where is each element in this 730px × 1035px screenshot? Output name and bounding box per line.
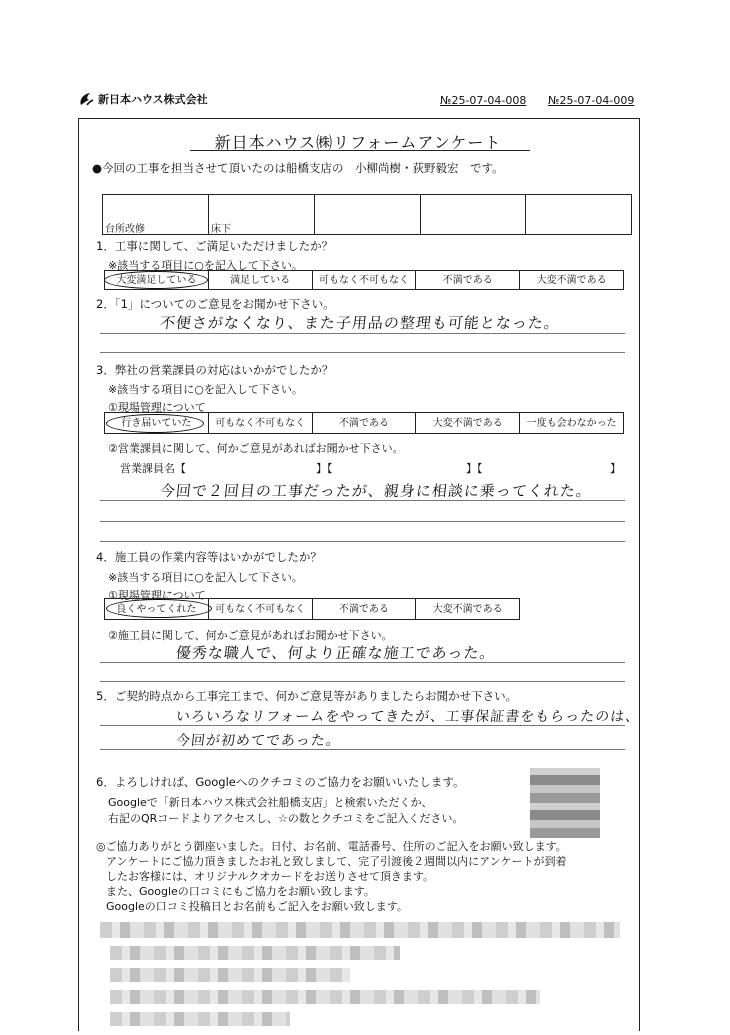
- q1-option[interactable]: 大変不満である: [520, 271, 624, 290]
- q4-option[interactable]: 可もなく不可もなく: [208, 599, 312, 620]
- work-type-grid: [102, 194, 632, 235]
- q4-sub1: ①現場管理について: [108, 589, 206, 602]
- staff-name-bracket: 】【: [466, 462, 483, 475]
- q3-option[interactable]: 大変不満である: [416, 413, 520, 434]
- q4-answer: 優秀な職人で、何より正確な施工であった。: [175, 644, 497, 662]
- survey-title: 新日本ハウス㈱リフォームアンケート: [214, 133, 502, 152]
- work-type-cell: 床下: [209, 195, 315, 235]
- company-name: 新日本ハウス株式会社: [98, 93, 208, 106]
- q4-sub2: ②施工員に関して、何かご意見があればお聞かせ下さい。: [108, 629, 393, 642]
- q6-line2: Googleで「新日本ハウス株式会社船橋支店」と検索いただくか、: [108, 796, 433, 809]
- q1-question: 1．工事に関して、ご満足いただけましたか？: [96, 239, 334, 253]
- redacted-customer-info: [100, 922, 620, 938]
- work-type-cell: [526, 195, 632, 235]
- q5-answer-line1: いろいろなリフォームをやってきたが、工事保証書をもらったのは、: [175, 709, 642, 725]
- q1-option[interactable]: 大変満足している: [105, 271, 209, 290]
- staff-name-bracket: 】: [610, 462, 621, 475]
- q4-selected-circle: [106, 599, 212, 618]
- q5-question: 5．ご契約時点から工事完工まで、何かご意見等がありましたらお聞かせ下さい。: [96, 689, 518, 703]
- q3-option[interactable]: 行き届いていた: [105, 413, 209, 434]
- redacted-customer-info: [110, 968, 350, 982]
- work-type-cell: [420, 195, 526, 235]
- q4-note: ※該当する項目に○を記入して下さい。: [108, 571, 303, 584]
- q1-option[interactable]: 可もなく不可もなく: [312, 271, 416, 290]
- answer-line: [100, 725, 625, 726]
- document-number-1: №25-07-04-008: [440, 94, 527, 107]
- q2-answer: 不便さがなくなり、また子用品の整理も可能となった。: [159, 314, 561, 332]
- redacted-customer-info: [110, 946, 400, 960]
- q1-option[interactable]: 不満である: [416, 271, 520, 290]
- work-type-cell: 台所改修: [103, 195, 209, 235]
- q3-option[interactable]: 不満である: [312, 413, 416, 434]
- redacted-customer-info: [110, 1012, 290, 1026]
- qr-code-blurred[interactable]: [530, 768, 600, 838]
- answer-line: [100, 352, 625, 353]
- answer-line: [100, 521, 625, 522]
- q4-option[interactable]: 大変不満である: [416, 599, 520, 620]
- answer-line: [100, 662, 625, 663]
- q3-option[interactable]: 可もなく不可もなく: [208, 413, 312, 434]
- intro-text: ●今回の工事を担当させて頂いたのは船橋支店の 小柳尚樹・荻野毅宏 です。: [92, 161, 504, 175]
- staff-name-label: 営業課員名【: [120, 462, 186, 475]
- q1-option[interactable]: 満足している: [208, 271, 312, 290]
- company-logo: [78, 91, 208, 107]
- answer-line: [100, 541, 625, 542]
- q3-option[interactable]: 一度も会わなかった: [520, 413, 624, 434]
- staff-name-bracket: 】【: [316, 462, 333, 475]
- q3-question: 3．弊社の営業課員の対応はいかがでしたか？: [96, 363, 334, 377]
- q6-line1: 6．よろしければ、Googleへのクチコミのご協力をお願いいたします。: [96, 775, 465, 789]
- answer-line: [100, 749, 625, 750]
- answer-line: [100, 333, 625, 334]
- redacted-customer-info: [110, 990, 540, 1004]
- q2-question: 2．「1」についてのご意見をお聞かせ下さい。: [96, 297, 335, 311]
- title-underline: [190, 150, 530, 151]
- closing-line: Googleの口コミ投稿日とお名前もご記入をお願い致します。: [106, 900, 408, 913]
- closing-line: ◎ご協力ありがとう御座いました。日付、お名前、電話番号、住所のご記入をお願い致します。: [96, 840, 567, 853]
- q3-sub1: ①現場管理について: [108, 401, 206, 414]
- q4-option[interactable]: 良くやってくれた: [105, 599, 209, 620]
- q1-selected-circle: [104, 271, 208, 289]
- company-logo-icon: [78, 91, 94, 107]
- closing-line: したお客様には、オリジナルクオカードをお送りさせて頂きます。: [106, 870, 435, 883]
- q3-sub2: ②営業課員に関して、何かご意見があればお聞かせ下さい。: [108, 442, 404, 455]
- q4-question: 4．施工員の作業内容等はいかがでしたか？: [96, 550, 322, 564]
- work-type-cell: [315, 195, 421, 235]
- q3-answer: 今回で２回目の工事だったが、親身に相談に乗ってくれた。: [159, 482, 593, 500]
- answer-line: [100, 681, 625, 682]
- q3-selected-circle: [106, 414, 204, 433]
- closing-line: また、Googleの口コミにもご協力をお願い致します。: [106, 885, 375, 898]
- q4-option[interactable]: 不満である: [312, 599, 416, 620]
- document-number-2: №25-07-04-009: [548, 94, 635, 107]
- q6-line3: 右記のQRコードよりアクセスし、☆の数とクチコミをご記入ください。: [108, 812, 464, 825]
- q3-note: ※該当する項目に○を記入して下さい。: [108, 383, 303, 396]
- q1-note: ※該当する項目に○を記入して下さい。: [108, 259, 303, 272]
- answer-line: [100, 500, 625, 501]
- closing-line: アンケートにご協力頂きましたお礼と致しまして、完了引渡後２週間以内にアンケートが到着: [106, 855, 567, 868]
- q5-answer-line2: 今回が初めてであった。: [175, 733, 342, 749]
